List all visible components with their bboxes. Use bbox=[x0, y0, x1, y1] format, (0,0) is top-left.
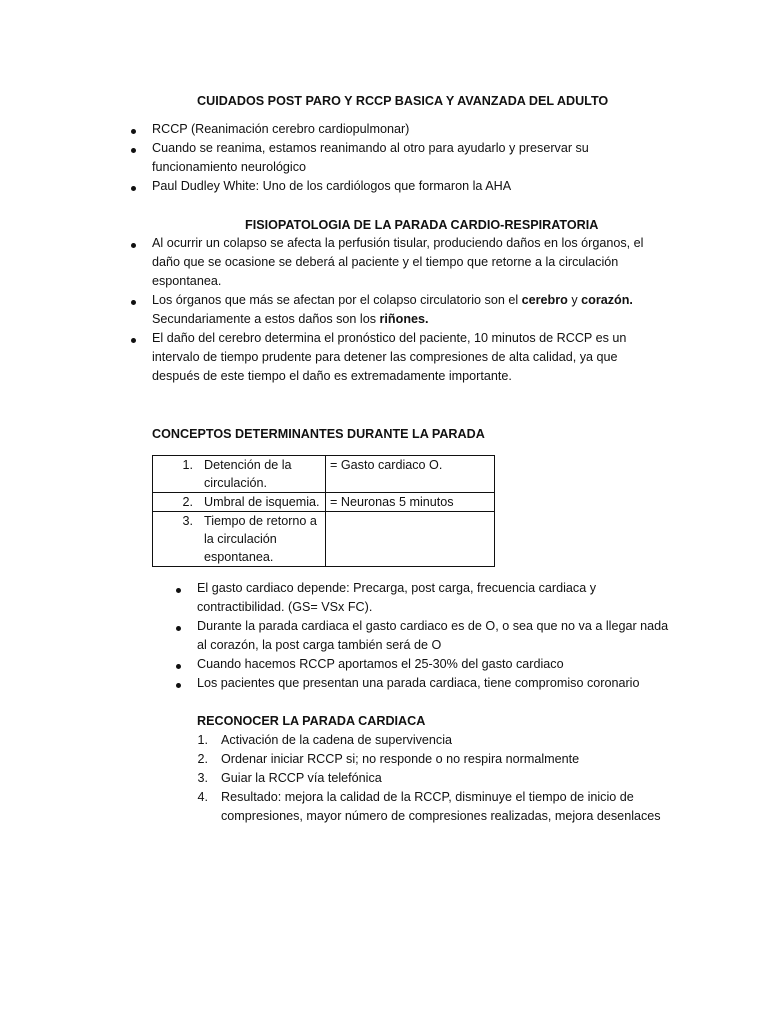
list-number: 2. bbox=[197, 752, 208, 766]
bullet-icon bbox=[176, 683, 181, 688]
list-item: Al ocurrir un colapso se afecta la perfusión tisular, produciendo daños en los órganos, el bbox=[152, 236, 644, 250]
section-heading-reconocer: RECONOCER LA PARADA CARDIACA bbox=[197, 714, 426, 728]
bullet-icon bbox=[131, 243, 136, 248]
concept-text: Tiempo de retorno a bbox=[204, 514, 317, 528]
list-item: Ordenar iniciar RCCP si; no responde o no respira normalmente bbox=[221, 752, 580, 766]
list-item: Los pacientes que presentan una parada cardiaca, tiene compromiso coronario bbox=[197, 676, 640, 690]
list-number: 4. bbox=[197, 790, 208, 804]
list-item-continuation: al corazón, la post carga también será de O bbox=[197, 638, 442, 652]
table-cell-value: = Neuronas 5 minutos bbox=[326, 493, 495, 512]
section-heading-conceptos: CONCEPTOS DETERMINANTES DURANTE LA PARADA bbox=[152, 427, 485, 441]
row-number: 1. bbox=[182, 458, 193, 472]
table-cell-value bbox=[326, 512, 495, 567]
list-item: Cuando se reanima, estamos reanimando al otro para ayudarlo y preservar su bbox=[152, 141, 589, 155]
concepts-table bbox=[152, 455, 495, 567]
table-row bbox=[153, 456, 495, 493]
bullet-icon bbox=[176, 664, 181, 669]
list-item: Resultado: mejora la calidad de la RCCP, disminuye el tiempo de inicio de bbox=[221, 790, 634, 804]
list-item: Activación de la cadena de supervivencia bbox=[221, 733, 453, 747]
concept-text: la circulación bbox=[204, 532, 277, 546]
bullet-icon bbox=[176, 588, 181, 593]
section-heading-fisiopatologia: FISIOPATOLOGIA DE LA PARADA CARDIO-RESPIRATORIA bbox=[245, 218, 599, 232]
table-row bbox=[153, 493, 495, 512]
list-item-continuation: después de este tiempo el daño es extremadamente importante. bbox=[152, 369, 512, 383]
list-item: Guiar la RCCP vía telefónica bbox=[221, 771, 382, 785]
bullet-icon bbox=[131, 129, 136, 134]
list-item-continuation: Secundariamente a estos daños son los riñones. bbox=[152, 312, 429, 326]
bold-term-cerebro: cerebro bbox=[521, 293, 568, 307]
concept-text: Umbral de isquemia. bbox=[204, 495, 320, 509]
list-item-continuation: compresiones, mayor número de compresiones realizadas, mejora desenlaces bbox=[221, 809, 661, 823]
bullet-icon bbox=[176, 626, 181, 631]
list-item-continuation: intervalo de tiempo prudente para detener las compresiones de alta calidad, ya que bbox=[152, 350, 618, 364]
list-item: Los órganos que más se afectan por el colapso circulatorio son el cerebro y corazón. bbox=[152, 293, 633, 307]
row-number: 3. bbox=[182, 514, 193, 528]
bullet-icon bbox=[131, 338, 136, 343]
bold-term-corazon: corazón. bbox=[581, 293, 633, 307]
table-cell-concept bbox=[153, 512, 326, 567]
list-item: Paul Dudley White: Uno de los cardiólogos que formaron la AHA bbox=[152, 179, 512, 193]
list-item-continuation: funcionamiento neurológico bbox=[152, 160, 307, 174]
concept-text: espontanea. bbox=[204, 550, 274, 564]
bold-term-rinones: riñones. bbox=[379, 312, 429, 326]
list-item-continuation: espontanea. bbox=[152, 274, 222, 288]
list-item: RCCP (Reanimación cerebro cardiopulmonar) bbox=[152, 122, 410, 136]
list-number: 3. bbox=[197, 771, 208, 785]
concept-text: circulación. bbox=[204, 476, 267, 490]
list-item-continuation: daño que se ocasione se deberá al paciente y el tiempo que retorne a la circulación bbox=[152, 255, 619, 269]
bullet-icon bbox=[131, 300, 136, 305]
table-cell-concept bbox=[153, 493, 326, 512]
bullet-icon bbox=[131, 186, 136, 191]
concept-text: Detención de la bbox=[204, 458, 292, 472]
list-item: Cuando hacemos RCCP aportamos el 25-30% del gasto cardiaco bbox=[197, 657, 564, 671]
table-cell-value: = Gasto cardiaco O. bbox=[326, 456, 495, 493]
table-row bbox=[153, 512, 495, 567]
bullet-icon bbox=[131, 148, 136, 153]
list-item: El daño del cerebro determina el pronóstico del paciente, 10 minutos de RCCP es un bbox=[152, 331, 627, 345]
list-item: Durante la parada cardiaca el gasto cardiaco es de O, o sea que no va a llegar nada bbox=[197, 619, 669, 633]
list-number: 1. bbox=[197, 733, 208, 747]
table-cell-concept bbox=[153, 456, 326, 493]
list-item: El gasto cardiaco depende: Precarga, post carga, frecuencia cardiaca y bbox=[197, 581, 597, 595]
row-number: 2. bbox=[182, 495, 193, 509]
document-title: CUIDADOS POST PARO Y RCCP BASICA Y AVANZADA DEL ADULTO bbox=[197, 94, 609, 108]
list-item-continuation: contractibilidad. (GS= VSx FC). bbox=[197, 600, 373, 614]
